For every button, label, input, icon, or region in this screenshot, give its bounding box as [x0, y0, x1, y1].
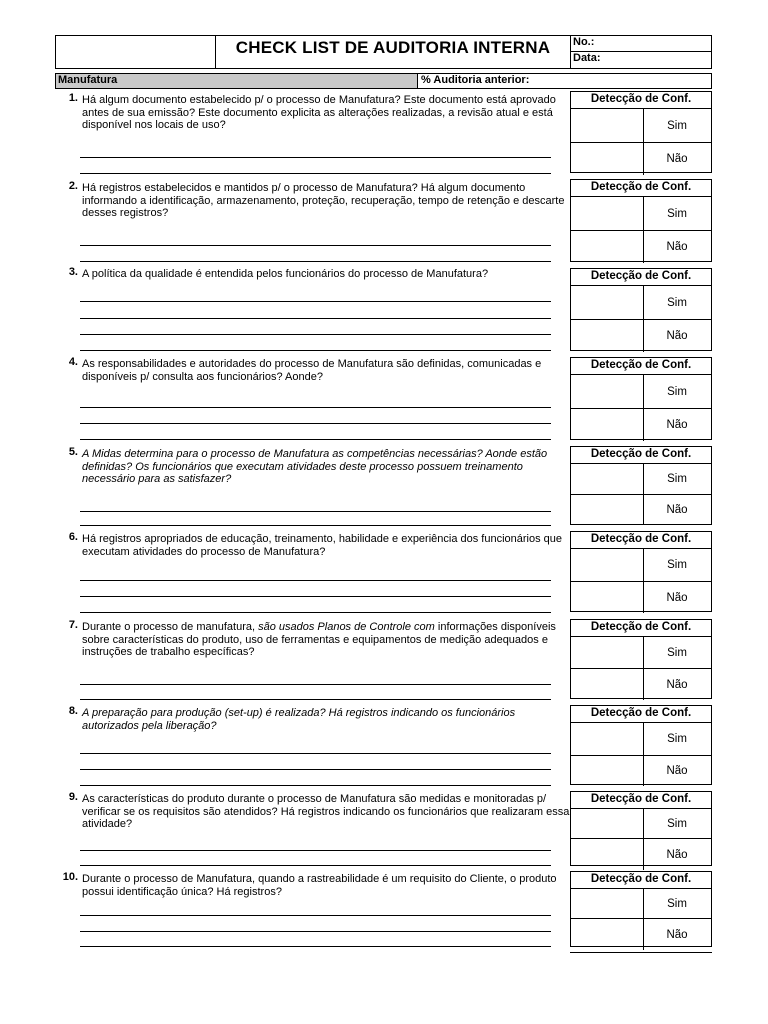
label-nao: Não	[666, 765, 688, 777]
detection-box	[570, 446, 712, 525]
checkbox-cell-sim[interactable]	[571, 197, 644, 230]
checkbox-cell-sim[interactable]	[571, 286, 644, 319]
previous-audit-label: % Auditoria anterior:	[421, 74, 530, 86]
label-nao: Não	[666, 419, 688, 431]
checkbox-cell-nao[interactable]	[571, 231, 644, 263]
detection-box	[570, 357, 712, 440]
checkbox-cell-sim[interactable]	[571, 549, 644, 581]
checkbox-cell-nao[interactable]	[571, 919, 644, 950]
question-text: Há registros apropriados de educação, treinamento, habilidade e experiência dos funcionários que executam atividades do processo de Manufatura?	[82, 533, 563, 558]
detection-row-sim	[571, 286, 711, 319]
detection-row-sim	[571, 464, 711, 494]
answer-line[interactable]	[80, 173, 551, 174]
answer-line[interactable]	[80, 684, 551, 685]
label-sim: Sim	[667, 733, 687, 745]
answer-line[interactable]	[80, 439, 551, 440]
detection-title: Detecção de Conf.	[571, 532, 711, 549]
question-number: 10.	[62, 871, 78, 883]
detection-title: Detecção de Conf.	[571, 706, 711, 723]
answer-line[interactable]	[80, 407, 551, 408]
question-text: A preparação para produção (set-up) é realizada? Há registros indicando os funcionários autorizados pela liberação?	[82, 707, 516, 732]
detection-box	[570, 705, 712, 785]
checkbox-cell-sim[interactable]	[571, 464, 644, 494]
question-number: 6.	[68, 531, 78, 543]
page-title: CHECK LIST DE AUDITORIA INTERNA	[235, 38, 551, 57]
detection-row-nao	[571, 918, 711, 950]
question-number: 4.	[68, 356, 78, 368]
answer-line[interactable]	[80, 261, 551, 262]
answer-line[interactable]	[80, 157, 551, 158]
question-text: As responsabilidades e autoridades do processo de Manufatura são definidas, comunicadas e disponíveis p/ consulta aos funcionários? Aonde?	[82, 358, 542, 383]
checkbox-cell-sim[interactable]	[571, 889, 644, 918]
question-number: 8.	[68, 705, 78, 717]
checkbox-cell-nao[interactable]	[571, 320, 644, 352]
detection-box	[570, 791, 712, 866]
checkbox-cell-sim[interactable]	[571, 809, 644, 838]
detection-row-nao	[571, 668, 711, 700]
detection-row-nao	[571, 230, 711, 263]
label-sim: Sim	[667, 119, 687, 132]
answer-line[interactable]	[80, 350, 551, 351]
answer-line[interactable]	[80, 580, 551, 581]
checkbox-cell-nao[interactable]	[571, 143, 644, 175]
detection-box	[570, 179, 712, 262]
checkbox-cell-nao[interactable]	[571, 839, 644, 870]
answer-line[interactable]	[80, 423, 551, 424]
detection-title: Detecção de Conf.	[571, 269, 711, 286]
answer-line[interactable]	[80, 612, 551, 613]
answer-line[interactable]	[80, 850, 551, 851]
label-nao: Não	[666, 928, 688, 941]
question-number: 7.	[68, 619, 78, 631]
question-number: 9.	[68, 791, 78, 803]
question-number: 3.	[68, 266, 78, 278]
label-sim: Sim	[667, 473, 687, 485]
answer-line[interactable]	[80, 865, 551, 866]
detection-box	[570, 619, 712, 699]
question-text: A política da qualidade é entendida pelos funcionários do processo de Manufatura?	[82, 268, 489, 280]
label-nao: Não	[666, 153, 688, 165]
detection-row-nao	[571, 142, 711, 175]
detection-row-sim	[571, 549, 711, 581]
detection-row-sim	[571, 889, 711, 918]
answer-line[interactable]	[80, 931, 551, 932]
question-number: 1.	[68, 92, 78, 104]
question-text: Há registros estabelecidos e mantidos p/ o processo de Manufatura? Há algum documento informando a identificação, armazenamento, proteção, recuperação, tempo de retenção e descarte desses registros?	[82, 182, 565, 219]
label-nao: Não	[666, 504, 688, 516]
question-text: As características do produto durante o processo de Manufatura são medidas e monitoradas p/ verificar se os requisitos são atendidos? Há registros indicando os funcionários que realizaram essa atividade?	[82, 793, 570, 830]
detection-box	[570, 531, 712, 612]
answer-line[interactable]	[80, 753, 551, 754]
label-nao: Não	[666, 848, 688, 861]
answer-line[interactable]	[80, 915, 551, 916]
detection-box	[570, 871, 712, 947]
question-text: Durante o processo de Manufatura, quando a rastreabilidade é um requisito do Cliente, o produto possui identificação única? Há registros?	[82, 873, 557, 898]
detection-row-nao	[571, 408, 711, 441]
label-nao: Não	[666, 241, 688, 253]
header-divider	[570, 35, 571, 69]
label-sim: Sim	[667, 817, 687, 830]
detection-row-nao	[571, 755, 711, 786]
label-sim: Sim	[667, 559, 687, 571]
answer-line[interactable]	[80, 301, 551, 302]
question-text: Há algum documento estabelecido p/ o processo de Manufatura? Este documento está aprovado antes de sua emissão? Este documento explicita as alterações realizadas, a revisão atual e está disponível nos locais de uso?	[82, 94, 556, 131]
answer-line[interactable]	[80, 785, 551, 786]
answer-line[interactable]	[80, 769, 551, 770]
detection-row-sim	[571, 637, 711, 668]
checkbox-cell-nao[interactable]	[571, 582, 644, 613]
detection-row-sim	[571, 375, 711, 408]
detection-box	[570, 91, 712, 173]
detection-title: Detecção de Conf.	[571, 620, 711, 637]
answer-line[interactable]	[80, 245, 551, 246]
detection-title: Detecção de Conf.	[571, 358, 711, 375]
answer-line[interactable]	[80, 511, 551, 512]
label-nao: Não	[666, 678, 688, 691]
question-text: Durante o processo de manufatura, são usados Planos de Controle com informações disponíveis sobre características do produto, uso de ferramentas e equipamentos de medição adequados e instruções de trabalho específicas?	[82, 621, 556, 658]
label-nao: Não	[666, 330, 688, 342]
detection-row-nao	[571, 319, 711, 352]
answer-line[interactable]	[80, 596, 551, 597]
section-divider	[417, 73, 418, 89]
answer-line[interactable]	[80, 946, 551, 947]
label-sim: Sim	[667, 646, 687, 659]
detection-title: Detecção de Conf.	[571, 872, 711, 889]
checkbox-cell-nao[interactable]	[571, 409, 644, 441]
checkbox-cell-sim[interactable]	[571, 109, 644, 142]
checkbox-cell-nao[interactable]	[571, 495, 644, 525]
answer-line[interactable]	[80, 334, 551, 335]
number-label: No.:	[573, 36, 595, 48]
checkbox-cell-sim[interactable]	[571, 375, 644, 408]
question-number: 5.	[68, 446, 78, 458]
detection-box	[570, 268, 712, 351]
end-line	[570, 952, 712, 953]
detection-row-sim	[571, 109, 711, 142]
detection-row-sim	[571, 809, 711, 838]
label-sim: Sim	[667, 897, 687, 910]
detection-row-nao	[571, 838, 711, 870]
label-sim: Sim	[667, 385, 687, 398]
checkbox-cell-sim[interactable]	[571, 723, 644, 755]
question-number: 2.	[68, 180, 78, 192]
detection-row-sim	[571, 197, 711, 230]
checkbox-cell-nao[interactable]	[571, 669, 644, 700]
date-label: Data:	[573, 52, 601, 64]
label-sim: Sim	[667, 207, 687, 220]
detection-title: Detecção de Conf.	[571, 792, 711, 809]
detection-title: Detecção de Conf.	[571, 180, 711, 197]
detection-row-nao	[571, 581, 711, 613]
checkbox-cell-nao[interactable]	[571, 756, 644, 786]
question-text: A Midas determina para o processo de Manufatura as competências necessárias? Aonde estão definidas? Os funcionários que executam atividades deste processo possuem treinamento necessário para as satisfazer?	[82, 448, 548, 485]
section-name: Manufatura	[58, 74, 118, 86]
detection-title: Detecção de Conf.	[571, 92, 711, 109]
detection-row-sim	[571, 723, 711, 755]
label-sim: Sim	[667, 296, 687, 309]
label-nao: Não	[666, 591, 688, 604]
answer-line[interactable]	[80, 699, 551, 700]
detection-title: Detecção de Conf.	[571, 447, 711, 464]
checkbox-cell-sim[interactable]	[571, 637, 644, 668]
answer-line[interactable]	[80, 318, 551, 319]
detection-row-nao	[571, 494, 711, 525]
answer-line[interactable]	[80, 525, 551, 526]
